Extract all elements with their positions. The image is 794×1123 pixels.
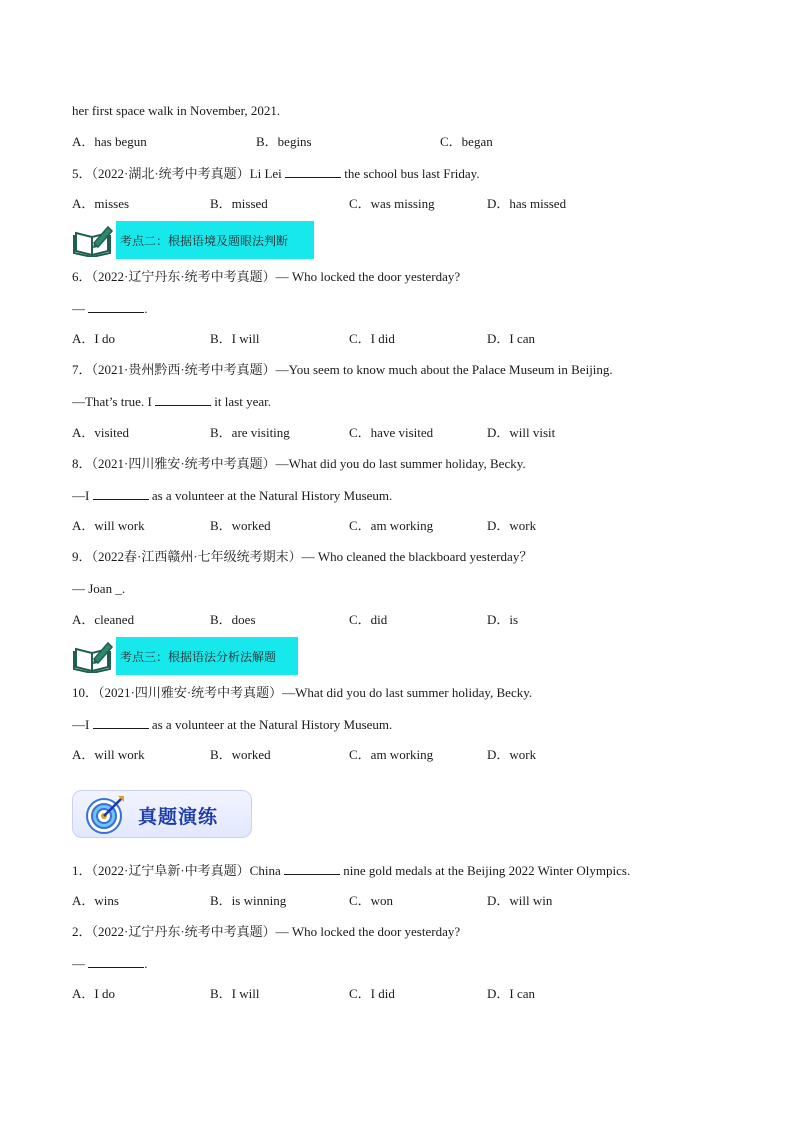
q7-option-b: B．are visiting	[210, 425, 290, 440]
section-heading-practice	[72, 790, 252, 838]
q4-option-a: A．has begun	[72, 134, 147, 149]
q10-text: —I	[72, 717, 90, 732]
q8-option-c: C．am working	[349, 518, 434, 533]
q4-option-b: B．begins	[256, 134, 312, 149]
q5-text-after: the school bus last Friday.	[344, 166, 480, 181]
section-heading-band	[116, 637, 298, 675]
q5-option-a: A．misses	[72, 196, 130, 211]
p1-option-a: A．wins	[72, 893, 119, 908]
answer-blank	[93, 487, 149, 500]
q10-option-d: D．work	[487, 747, 537, 762]
q9-option-b: B．does	[210, 612, 256, 627]
q9-option-c: C．did	[349, 612, 388, 627]
p1-text: 1．（2022·辽宁阜新·中考真题）China	[72, 863, 281, 878]
q8-text-after: as a volunteer at the Natural History Museum.	[151, 488, 393, 503]
p1-option-c: C．won	[349, 893, 394, 908]
q10-option-a: A．will work	[72, 747, 145, 762]
question-9-stem: 9．（2022春·江西赣州·七年级统考期末）— Who cleaned the blackboard yesterday？	[72, 549, 533, 564]
q6-option-d: D．I can	[487, 331, 536, 346]
question-8-answer-line	[72, 487, 392, 504]
question-5-stem	[72, 165, 480, 182]
answer-blank	[88, 955, 144, 968]
q5-text: 5．（2022·湖北·统考中考真题）Li Lei	[72, 166, 282, 181]
practice-2-stem: 2．（2022·辽宁丹东·统考中考真题）— Who locked the door yesterday?	[72, 924, 461, 939]
answer-blank	[93, 716, 149, 729]
q7-option-a: A．visited	[72, 425, 130, 440]
target-arrow-icon	[84, 792, 128, 836]
answer-blank	[285, 165, 341, 178]
section-heading-text: 考点二：根据语境及题眼法判断	[120, 233, 289, 248]
p1-option-d: D．will win	[487, 893, 553, 908]
answer-blank	[284, 862, 340, 875]
q7-option-d: D．will visit	[487, 425, 556, 440]
answer-blank	[155, 393, 211, 406]
q7-option-c: C．have visited	[349, 425, 434, 440]
question-10-stem: 10．（2021·四川雅安·统考中考真题）—What did you do last summer holiday, Becky.	[72, 685, 533, 700]
question-7-stem: 7．（2021·贵州黔西·统考中考真题）—You seem to know much about the Palace Museum in Beijing.	[72, 362, 613, 377]
section-heading-kd3	[72, 637, 298, 675]
question-10-answer-line	[72, 716, 392, 733]
book-pencil-icon	[72, 639, 116, 673]
p1-text-after: nine gold medals at the Beijing 2022 Winter Olympics.	[343, 863, 631, 878]
dash: —	[72, 301, 85, 316]
question-8-stem: 8．（2021·四川雅安·统考中考真题）—What did you do last summer holiday, Becky.	[72, 456, 526, 471]
question-6-stem: 6．（2022·辽宁丹东·统考中考真题）— Who locked the door yesterday?	[72, 269, 461, 284]
q8-option-a: A．will work	[72, 518, 145, 533]
q5-option-c: C．was missing	[349, 196, 435, 211]
q7-text-after: it last year.	[214, 394, 271, 409]
q10-option-b: B．worked	[210, 747, 271, 762]
section-heading-kd2	[72, 221, 314, 259]
dash: —	[72, 956, 85, 971]
q6-option-a: A．I do	[72, 331, 115, 346]
q7-text: —That’s true. I	[72, 394, 152, 409]
q9-option-a: A．cleaned	[72, 612, 135, 627]
section-heading-text: 考点三：根据语法分析法解题	[120, 649, 277, 664]
q8-text: —I	[72, 488, 90, 503]
p2-option-c: C．I did	[349, 986, 395, 1001]
q4-option-c: C．began	[440, 134, 493, 149]
question-6-answer-line: — .	[72, 301, 148, 316]
q8-option-b: B．worked	[210, 518, 271, 533]
answer-blank	[88, 300, 144, 313]
question-7-answer-line	[72, 393, 271, 410]
section-heading-band	[116, 221, 314, 259]
question-4-stem-end: her first space walk in November, 2021.	[72, 103, 281, 118]
p2-option-b: B．I will	[210, 986, 260, 1001]
q8-option-d: D．work	[487, 518, 537, 533]
practice-title: 真题演练	[138, 806, 219, 828]
q10-text-after: as a volunteer at the Natural History Museum.	[151, 717, 393, 732]
practice-2-answer-line: — .	[72, 956, 148, 971]
practice-1-stem	[72, 862, 630, 879]
question-9-answer-line: — Joan _.	[72, 581, 126, 596]
q5-option-b: B．missed	[210, 196, 268, 211]
p1-option-b: B．is winning	[210, 893, 287, 908]
q6-option-c: C．I did	[349, 331, 395, 346]
book-pencil-icon	[72, 223, 116, 257]
q5-option-d: D．has missed	[487, 196, 567, 211]
p2-option-d: D．I can	[487, 986, 536, 1001]
q6-option-b: B．I will	[210, 331, 260, 346]
p2-option-a: A．I do	[72, 986, 115, 1001]
q10-option-c: C．am working	[349, 747, 434, 762]
q9-option-d: D．is	[487, 612, 519, 627]
